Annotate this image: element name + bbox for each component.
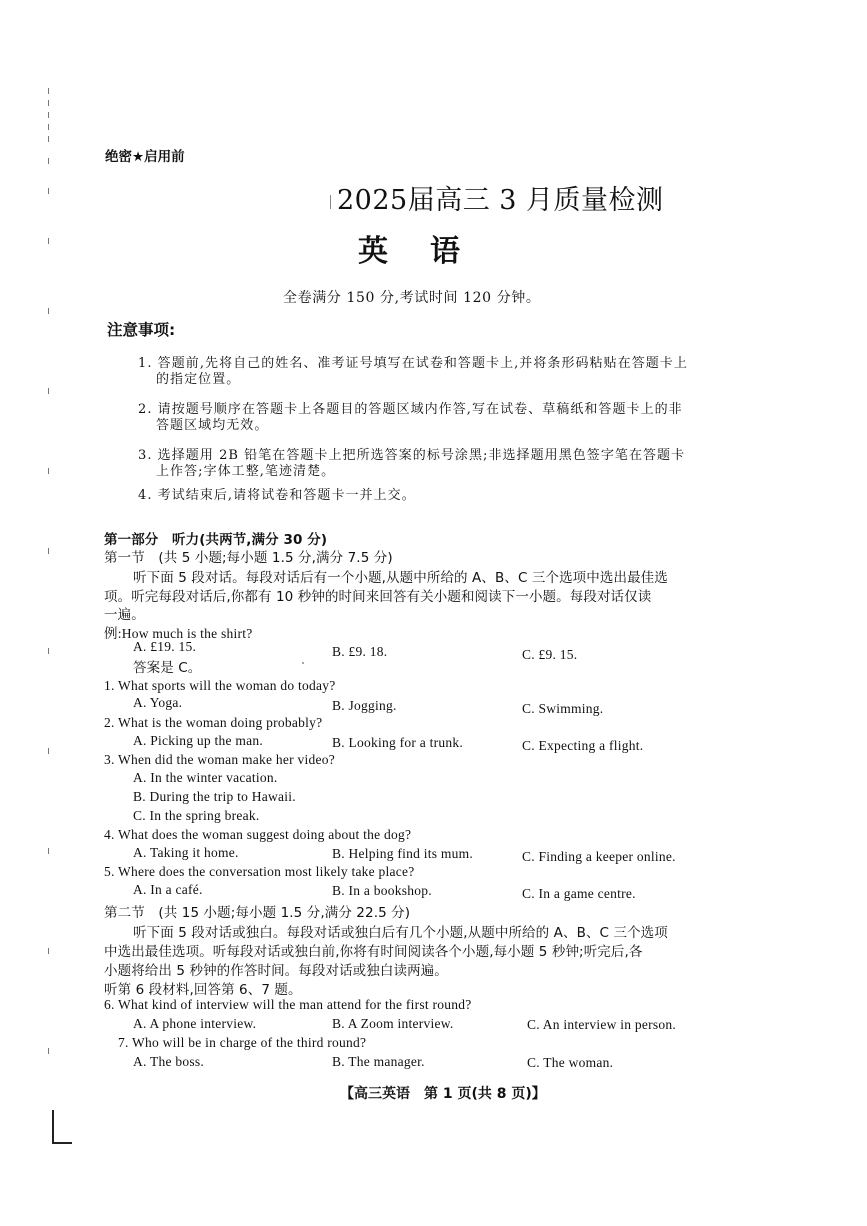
q6-option-b: B. A Zoom interview.	[332, 1016, 454, 1031]
notice-line: 的指定位置。	[156, 372, 241, 387]
section1-heading: 第一节 (共 5 小题;每小题 1.5 分,满分 7.5 分)	[104, 550, 393, 566]
q5-option-a: A. In a café.	[133, 882, 203, 897]
section1-instructions: 一遍。	[104, 607, 145, 623]
page-footer: 【高三英语 第 1 页(共 8 页)】	[340, 1086, 546, 1102]
section2-instructions: 听下面 5 段对话或独白。每段对话或独白后有几个小题,从题中所给的 A、B、C 三个选项	[133, 925, 668, 941]
q3-option-c: C. In the spring break.	[133, 808, 260, 823]
section1-instructions: 听下面 5 段对话。每段对话后有一个小题,从题中所给的 A、B、C 三个选项中选出最佳选	[133, 570, 668, 586]
exam-title-text: 2025届高三 3 月质量检测	[337, 185, 664, 216]
question-5: 5. Where does the conversation most likely take place?	[104, 864, 415, 879]
notice-line: 2. 请按题号顺序在答题卡上各题目的答题区域内作答,写在试卷、草稿纸和答题卡上的非	[138, 402, 683, 417]
question-7: 7. Who will be in charge of the third round?	[118, 1035, 367, 1050]
question-1: 1. What sports will the woman do today?	[104, 678, 336, 693]
q1-option-a: A. Yoga.	[133, 695, 183, 710]
scan-tick-mark	[330, 195, 331, 209]
example-question: 例:How much is the shirt?	[104, 626, 253, 641]
q2-option-a: A. Picking up the man.	[133, 733, 263, 748]
notice-line: 上作答;字体工整,笔迹清楚。	[156, 464, 336, 479]
q6-option-c: C. An interview in person.	[527, 1017, 676, 1032]
example-answer: 答案是 C。	[133, 660, 202, 676]
q2-option-c: C. Expecting a flight.	[522, 738, 644, 753]
material-6-note: 听第 6 段材料,回答第 6、7 题。	[104, 982, 302, 998]
q7-option-b: B. The manager.	[332, 1054, 425, 1069]
scan-speck	[302, 662, 304, 664]
binding-margin-marks	[48, 88, 54, 1138]
q4-option-c: C. Finding a keeper online.	[522, 849, 676, 864]
notice-line: 答题区域均无效。	[156, 418, 269, 433]
notice-line: 4. 考试结束后,请将试卷和答题卡一并上交。	[138, 488, 416, 503]
section1-instructions: 项。听完每段对话后,你都有 10 秒钟的时间来回答有关小题和阅读下一小题。每段对话仅读	[104, 589, 652, 605]
example-option-a: A. £19. 15.	[133, 639, 197, 654]
q4-option-b: B. Helping find its mum.	[332, 846, 473, 861]
q4-option-a: A. Taking it home.	[133, 845, 239, 860]
q5-option-b: B. In a bookshop.	[332, 883, 432, 898]
subject-title: 英语	[358, 234, 502, 269]
section2-heading: 第二节 (共 15 小题;每小题 1.5 分,满分 22.5 分)	[104, 905, 411, 921]
q1-option-c: C. Swimming.	[522, 701, 604, 716]
secret-mark: 绝密★启用前	[105, 149, 185, 165]
question-2: 2. What is the woman doing probably?	[104, 715, 323, 730]
score-line: 全卷满分 150 分,考试时间 120 分钟。	[283, 290, 541, 306]
q7-option-a: A. The boss.	[133, 1054, 205, 1069]
notice-line: 3. 选择题用 2B 铅笔在答题卡上把所选答案的标号涂黑;非选择题用黑色签字笔在答题卡	[138, 448, 686, 463]
question-4: 4. What does the woman suggest doing about the dog?	[104, 827, 412, 842]
part1-heading: 第一部分 听力(共两节,满分 30 分)	[104, 532, 328, 548]
notice-title: 注意事项:	[107, 321, 176, 339]
q5-option-c: C. In a game centre.	[522, 886, 636, 901]
binding-bracket	[52, 1110, 72, 1144]
notice-line: 1. 答题前,先将自己的姓名、准考证号填写在试卷和答题卡上,并将条形码粘贴在答题卡上	[138, 356, 688, 371]
q2-option-b: B. Looking for a trunk.	[332, 735, 463, 750]
question-3: 3. When did the woman make her video?	[104, 752, 335, 767]
exam-title	[330, 178, 664, 217]
example-option-b: B. £9. 18.	[332, 644, 388, 659]
example-option-c: C. £9. 15.	[522, 647, 578, 662]
q7-option-c: C. The woman.	[527, 1055, 614, 1070]
section2-instructions: 小题将给出 5 秒钟的作答时间。每段对话或独白读两遍。	[104, 963, 448, 979]
q3-option-a: A. In the winter vacation.	[133, 770, 278, 785]
q1-option-b: B. Jogging.	[332, 698, 397, 713]
section2-instructions: 中选出最佳选项。听每段对话或独白前,你将有时间阅读各个小题,每小题 5 秒钟;听完后,各	[104, 944, 643, 960]
q3-option-b: B. During the trip to Hawaii.	[133, 789, 296, 804]
question-6: 6. What kind of interview will the man attend for the first round?	[104, 997, 472, 1012]
q6-option-a: A. A phone interview.	[133, 1016, 257, 1031]
